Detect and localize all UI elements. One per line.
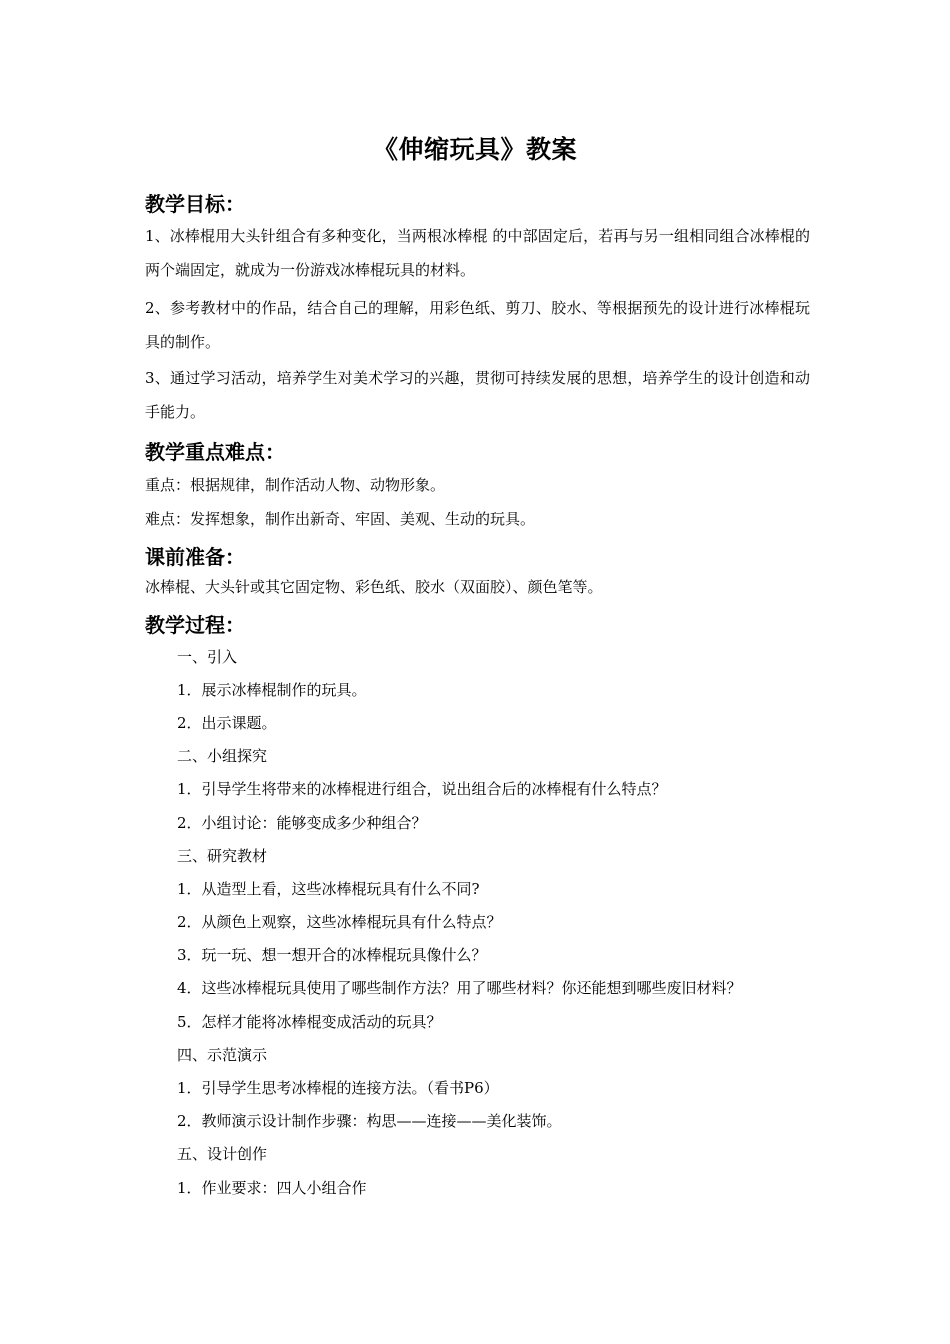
process-step: 1．引导学生将带来的冰棒棍进行组合，说出组合后的冰棒棍有什么特点？ (177, 780, 667, 798)
focus-point: 重点：根据规律，制作活动人物、动物形象。 (145, 476, 446, 494)
process-step-heading: 五、设计创作 (177, 1145, 268, 1163)
process-step: 1．展示冰棒棍制作的玩具。 (177, 681, 367, 699)
process-step-heading: 二、小组探究 (177, 747, 268, 765)
process-step: 5．怎样才能将冰棒棍变成活动的玩具？ (177, 1013, 442, 1031)
process-step: 2．从颜色上观察，这些冰棒棍玩具有什么特点？ (177, 913, 502, 931)
document-title: 《伸缩玩具》教案 (372, 135, 577, 164)
process-step: 2．出示课题。 (177, 714, 277, 732)
process-step: 4．这些冰棒棍玩具使用了哪些制作方法？用了哪些材料？你还能想到哪些废旧材料？ (177, 979, 742, 997)
process-step: 1．从造型上看，这些冰棒棍玩具有什么不同? (177, 880, 480, 898)
process-step-heading: 四、示范演示 (177, 1046, 268, 1064)
objective-item: 3、通过学习活动，培养学生对美术学习的兴趣，贯彻可持续发展的思想，培养学生的设计创造和动手能力。 (145, 369, 810, 421)
key-points-heading: 教学重点难点： (145, 440, 285, 464)
process-step: 2．小组讨论：能够变成多少种组合？ (177, 814, 427, 832)
objectives-heading: 教学目标： (145, 192, 245, 216)
process-step: 3．玩一玩、想一想开合的冰棒棍玩具像什么？ (177, 946, 487, 964)
preparation-heading: 课前准备： (145, 545, 245, 569)
process-step-heading: 三、研究教材 (177, 847, 268, 865)
difficulty-point: 难点：发挥想象，制作出新奇、牢固、美观、生动的玩具。 (145, 510, 536, 528)
process-step-heading: 一、引入 (177, 648, 238, 666)
objective-item: 1、冰棒棍用大头针组合有多种变化，当两根冰棒棍 的中部固定后，若再与另一组相同组合冰棒棍的两个端固定，就成为一份游戏冰棒棍玩具的材料。 (145, 227, 810, 279)
preparation-text: 冰棒棍、大头针或其它固定物、彩色纸、胶水（双面胶）、颜色笔等。 (145, 578, 603, 596)
process-step: 1．引导学生思考冰棒棍的连接方法。（看书P6） (177, 1079, 499, 1097)
process-heading: 教学过程： (145, 613, 245, 637)
process-step: 1．作业要求：四人小组合作 (177, 1179, 367, 1197)
process-step: 2．教师演示设计制作步骤：构思——连接——美化装饰。 (177, 1112, 562, 1130)
objective-item: 2、参考教材中的作品，结合自己的理解，用彩色纸、剪刀、胶水、等根据预先的设计进行冰棒棍玩具的制作。 (145, 299, 810, 351)
